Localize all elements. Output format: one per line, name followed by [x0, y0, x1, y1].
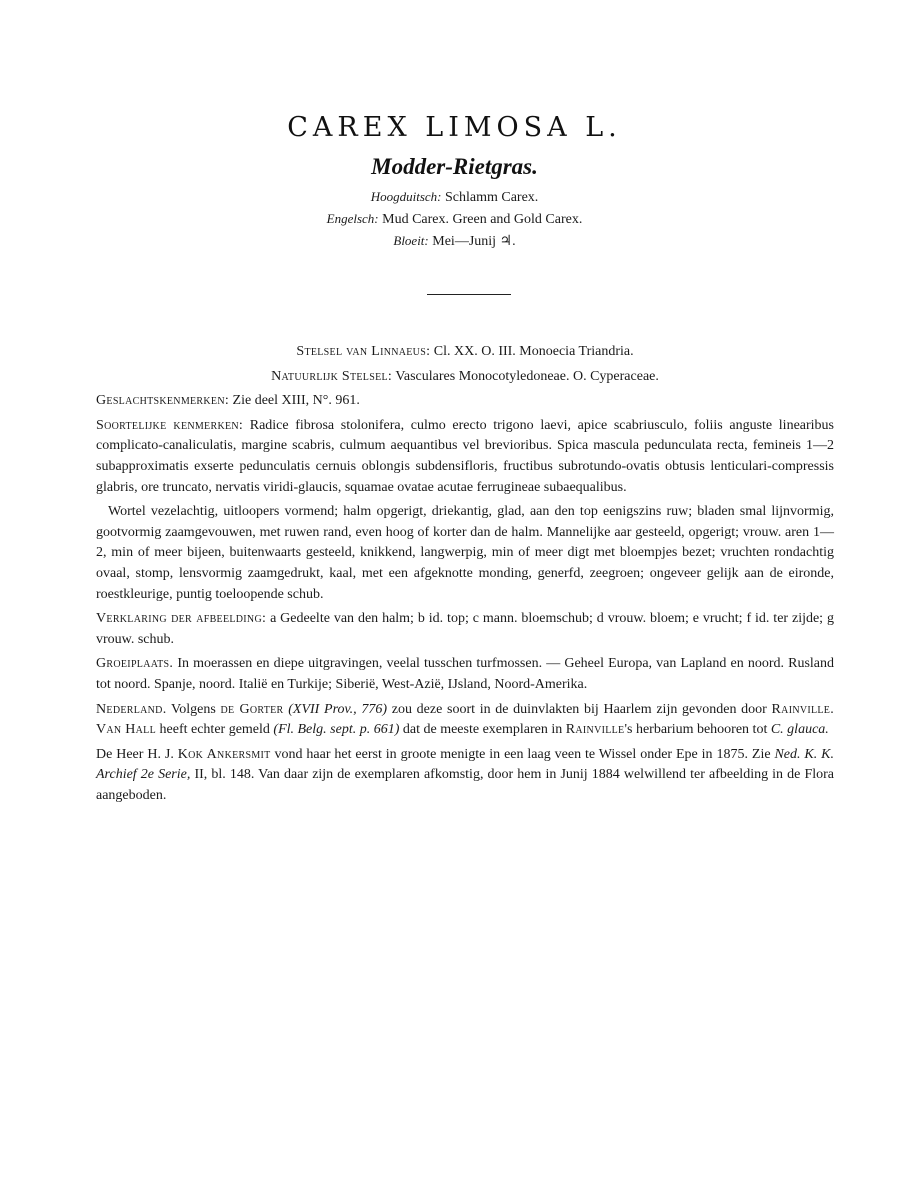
species-value: Radice fibrosa stolonifera, culmo erecto trigono laevi, apice scabriusculo, foliis anguste linearibus complicato-canaliculatis, margine scabris, culmum aequantibus vel brevioribus. Spica mascula pedunculata recta, femineis 1—2 subapproximatis exserte pedunculatis cernuis oblongis subdensifloris, fructibus subrotundo-ovatis obtusis lenticulari-compressis glabris, ore truncato, nervatis viridi-glaucis, squamae ovatae acutae ferrugineae subaequalibus.: [96, 417, 834, 495]
english-label: Engelsch:: [326, 211, 379, 226]
nederland-text-3: heeft echter gemeld: [159, 722, 270, 738]
kok-text-2: vond haar het eerst in groote menigte in een laag veen te Wissel onder Epe in 1875. Zie: [274, 746, 771, 762]
glauca-name: C. glauca.: [770, 722, 829, 738]
divider-rule: [427, 294, 511, 295]
genus-characters: [96, 391, 834, 412]
bloom-value: Mei—Junij ♃.: [432, 234, 516, 249]
german-name-line: [0, 186, 909, 208]
linnaeus-value: Cl. XX. O. III. Monoecia Triandria.: [433, 344, 634, 359]
page-title: CAREX LIMOSA L.: [287, 112, 622, 143]
vernacular-names: [0, 186, 909, 252]
figure-value: a Gedeelte van den halm; b id. top; c mann. bloemschub; d vrouw. bloem; e vrucht; f id. ter zijde; g vrouw. schub.: [96, 611, 834, 647]
nederland-paragraph: [96, 700, 834, 741]
description-paragraph: Wortel vezelachtig, uitloopers vormend; halm opgerigt, driekantig, glad, aan den top eenigszins ruw; bladen smal lijnvormig, gootvormig zaamgevouwen, met ruwen rand, even hoog of korter dan de halm. Mannelijke aar gesteeld, opgerigt; vrouw. aren 1—2, min of meer bijeen, buitenwaarts gesteeld, knikkend, langwerpig, min of meer digt met bloempjes bezet; vruchten rondachtig ovaal, stomp, lensvormig zaamgedrukt, kaal, met een afgeknotte monding, generfd, zeegroen; ongeveer gelijk aan de eironde, roestkleurige, puntig toeloopende schub.: [96, 504, 834, 602]
linnaeus-system: [96, 342, 834, 363]
archief-reference: Ned. K. K. Archief 2e Serie,: [96, 746, 835, 783]
genus-value: Zie deel XIII, N°. 961.: [232, 393, 360, 409]
page-subtitle: Modder-Rietgras.: [371, 154, 538, 179]
species-label: Soortelijke kenmerken:: [96, 417, 244, 433]
german-name: Schlamm Carex.: [444, 190, 539, 205]
habitat: [96, 654, 834, 695]
natural-value: Vasculares Monocotyledoneae. O. Cyperaceae.: [395, 368, 659, 384]
german-label: Hoogduitsch:: [370, 189, 442, 204]
rainville-name: Rainville.: [771, 701, 835, 717]
nederland-text-4: dat de meeste exemplaren in: [402, 722, 563, 738]
nederland-label: Nederland.: [96, 701, 167, 717]
nederland-text-5: 's herbarium behooren tot: [624, 722, 768, 738]
linnaeus-label: Stelsel van Linnaeus:: [296, 344, 431, 359]
nederland-text-1: Volgens: [170, 701, 216, 717]
gorter-reference: (XVII Prov., 776): [288, 701, 388, 717]
gorter-name: de Gorter: [220, 701, 284, 717]
body-text: [96, 342, 834, 810]
natural-label: Natuurlijk Stelsel:: [271, 368, 393, 384]
habitat-label: Groeiplaats.: [96, 656, 174, 672]
kok-name: Kok Ankersmit: [177, 746, 271, 762]
figure-label: Verklaring der afbeelding:: [96, 611, 267, 627]
species-characters: [96, 416, 834, 498]
natural-system: [96, 367, 834, 388]
kok-text-1: De Heer H. J.: [96, 746, 174, 762]
habitat-value: In moerassen en diepe uitgravingen, veelal tusschen turfmossen. — Geheel Europa, van Lapland en noord. Rusland tot noord. Spanje, noord. Italië en Turkije; Siberië, West-Azië, IJsland, Noord-Amerika.: [96, 656, 834, 692]
english-name-line: [0, 208, 909, 230]
kok-ankersmit-paragraph: [96, 745, 834, 807]
bloom-label: Bloeit:: [393, 233, 429, 248]
genus-label: Geslachtskenmerken:: [96, 393, 230, 409]
bloom-line: [0, 230, 909, 252]
vanhall-name: Van Hall: [96, 722, 157, 738]
rainville-name-2: Rainville: [565, 722, 625, 738]
flora-belgica-reference: (Fl. Belg. sept. p. 661): [273, 722, 400, 738]
nederland-text-2: zou deze soort in de duinvlakten bij Haarlem zijn gevonden door: [391, 701, 767, 717]
kok-text-3: II, bl. 148. Van daar zijn de exemplaren afkomstig, door hem in Junij 1884 welwillend ter afbeelding in de Flora aangeboden.: [96, 767, 834, 803]
figure-explanation: [96, 609, 834, 650]
english-name: Mud Carex. Green and Gold Carex.: [382, 212, 583, 227]
